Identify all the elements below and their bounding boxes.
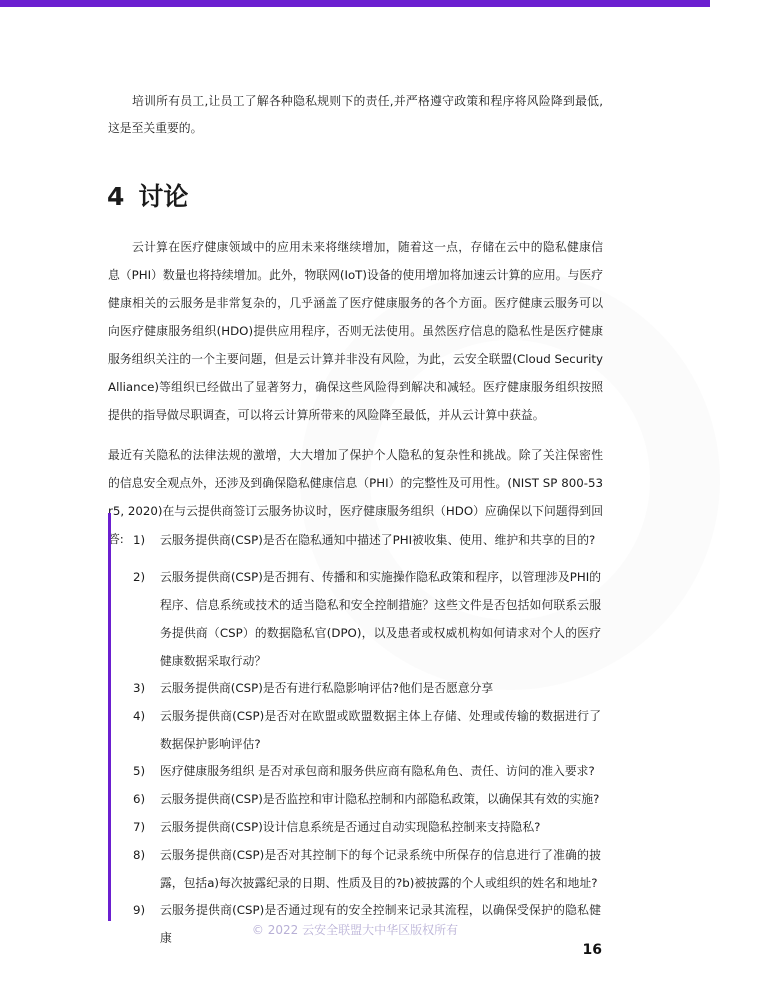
list-item-number: 5): [133, 764, 146, 778]
list-item-text: 医疗健康服务组织 是否对承包商和服务供应商有隐私角色、责任、访问的准入要求?: [160, 764, 595, 778]
list-item-number: 3): [133, 681, 146, 695]
copyright-footer: © 2022 云安全联盟大中华区版权所有: [251, 923, 459, 937]
list-item-text: 云服务提供商(CSP)是否监控和审计隐私控制和内部隐私政策，以确保其有效的实施?: [160, 792, 600, 806]
list-item-number: 9): [133, 903, 146, 917]
body-paragraph-2: 最近有关隐私的法律法规的激增，大大增加了保护个人隐私的复杂性和挑战。除了关注保密性的信息安全观点外，还涉及到确保隐私健康信息（PHI）的完整性及可用性。(NIST SP 800-53 r5, 2020)在与云提供商签订云服务协议时，医疗健康服务组织（HDO）应确保以下问题得到回答:: [108, 448, 603, 546]
list-item-text: 云服务提供商(CSP)是否对其控制下的每个记录系统中所保存的信息进行了准确的披露，包括a)每次披露纪录的日期、性质及目的?b)被披露的个人或组织的姓名和地址?: [160, 848, 601, 890]
list-item-text: 云服务提供商(CSP)是否有进行私隐影响评估?他们是否愿意分享: [160, 681, 494, 695]
list-item-text: 云服务提供商(CSP)设计信息系统是否通过自动实现隐私控制来支持隐私?: [160, 820, 541, 834]
intro-paragraph: 培训所有员工,让员工了解各种隐私规则下的责任,并严格遵守政策和程序将风险降到最低,这是至关重要的。: [108, 94, 603, 135]
section-title: 讨论: [138, 182, 189, 211]
list-item-number: 7): [133, 820, 146, 834]
list-item-number: 4): [133, 709, 146, 723]
list-item-text: 云服务提供商(CSP)是否在隐私通知中描述了PHI被收集、使用、维护和共享的目的?: [160, 533, 596, 547]
list-item-text: 云服务提供商(CSP)是否拥有、传播和和实施操作隐私政策和程序，以管理涉及PHI的程序、信息系统或技术的适当隐私和安全控制措施？这些文件是否包括如何联系云服务提供商（CSP）的数据隐私官(DPO)，以及患者或权威机构如何请求对个人的医疗健康数据采取行动？: [160, 570, 601, 668]
list-item-text: 云服务提供商(CSP)是否对在欧盟或欧盟数据主体上存储、处理或传输的数据进行了数据保护影响评估?: [160, 709, 601, 751]
list-item-text: 云服务提供商(CSP)是否通过现有的安全控制来记录其流程，以确保受保护的隐私健康: [160, 903, 601, 945]
list-item-number: 1): [133, 533, 146, 547]
section-number: 4: [107, 182, 125, 211]
page-number: 16: [582, 942, 602, 958]
list-item-number: 6): [133, 792, 146, 806]
list-item-number: 2): [133, 570, 146, 584]
list-item-number: 8): [133, 848, 146, 862]
body-paragraph-1: 云计算在医疗健康领域中的应用未来将继续增加，随着这一点，存储在云中的隐私健康信息（PHI）数量也将持续增加。此外，物联网(IoT)设备的使用增加将加速云计算的应用。与医疗健康相关的云服务是非常复杂的，几乎涵盖了医疗健康服务的各个方面。医疗健康云服务可以向医疗健康服务组织(HDO)提供应用程序，否则无法使用。虽然医疗信息的隐私性是医疗健康服务组织关注的一个主要问题，但是云计算并非没有风险，为此，云安全联盟(Cloud Security Alliance)等组织已经做出了显著努力，确保这些风险得到解决和减轻。医疗健康服务组织按照提供的指导做尽职调查，可以将云计算所带来的风险降至最低，并从云计算中获益。: [108, 240, 603, 422]
top-accent-bar: [0, 0, 710, 7]
section-heading: [107, 175, 188, 219]
